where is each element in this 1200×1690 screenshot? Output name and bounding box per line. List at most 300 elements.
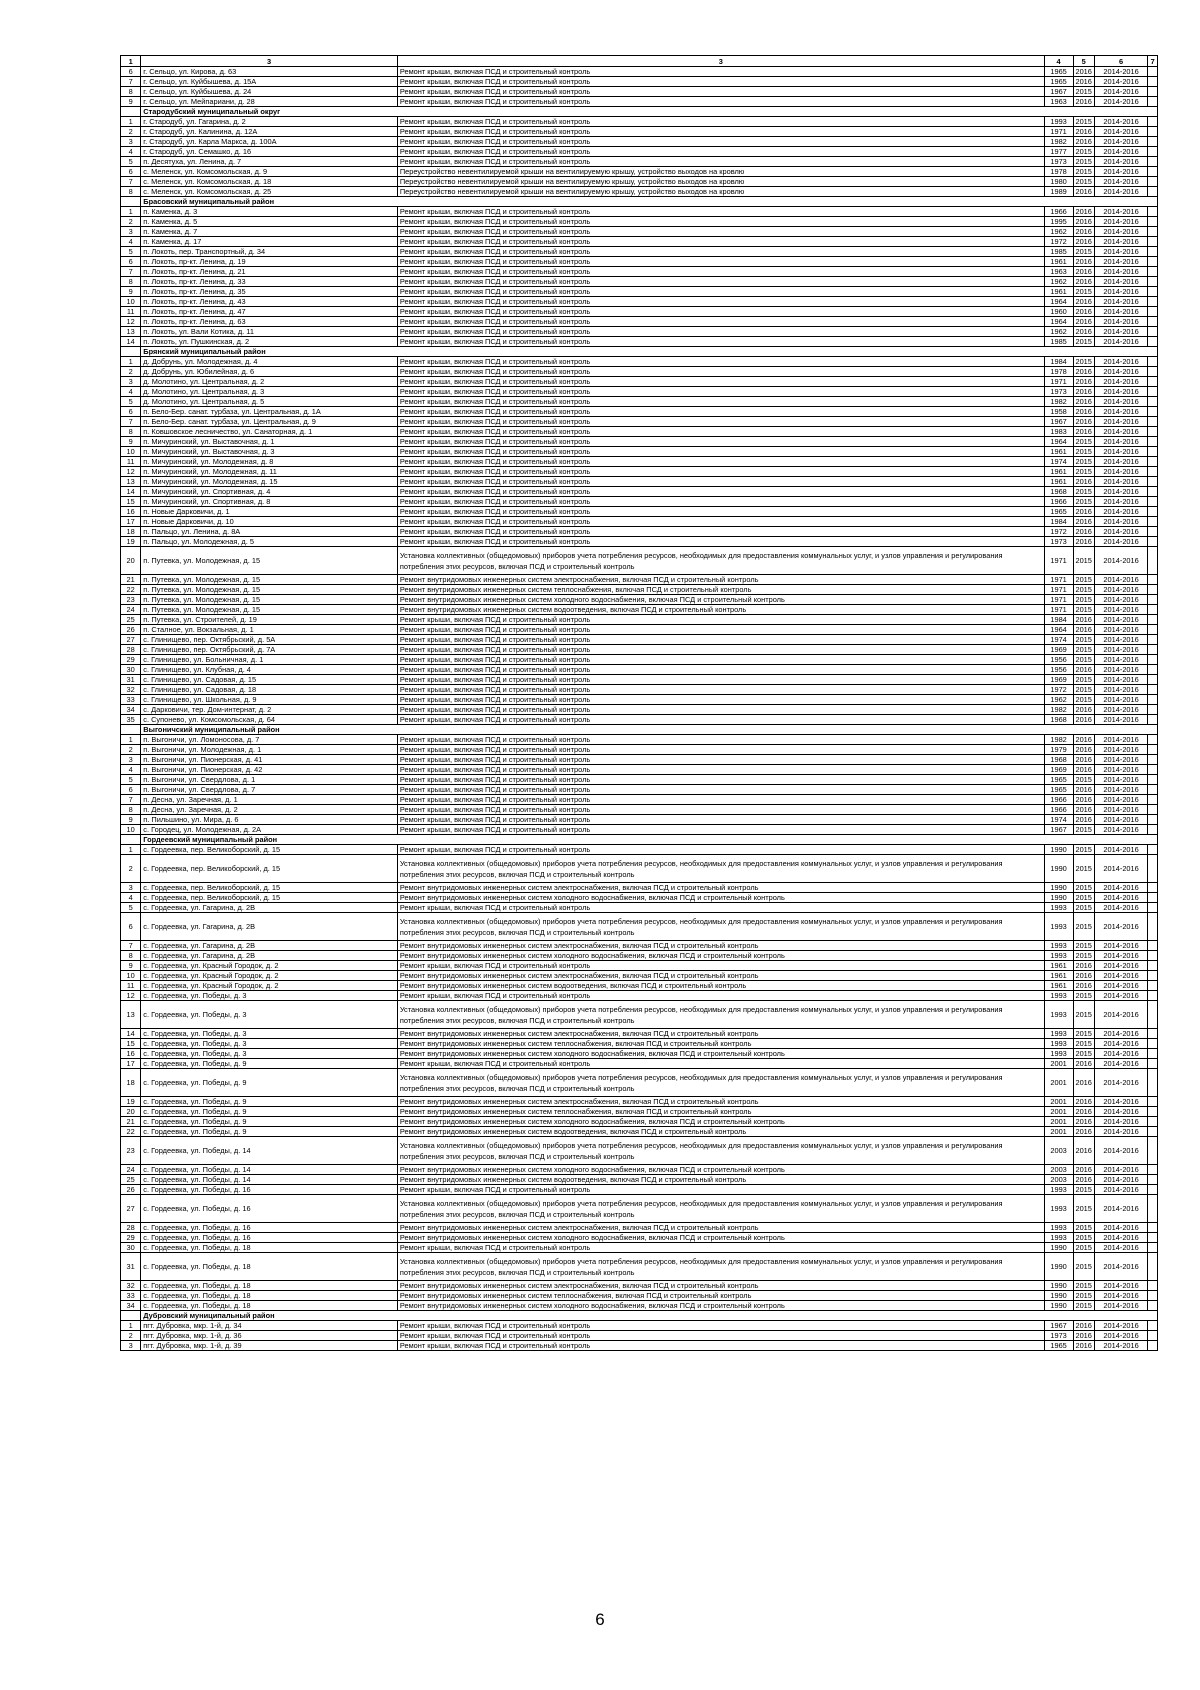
table-row <box>121 457 1158 467</box>
planned-year-cell: 2015 <box>1073 547 1094 575</box>
work-type-cell: Ремонт крыши, включая ПСД и строительный контроль <box>397 447 1044 457</box>
planned-year-cell: 2015 <box>1073 117 1094 127</box>
table-row <box>121 337 1158 347</box>
table-row <box>121 1233 1158 1243</box>
planned-year-cell: 2016 <box>1073 417 1094 427</box>
row-number: 13 <box>121 1001 141 1029</box>
table-row <box>121 893 1158 903</box>
address-cell: с. Гордеевка, ул. Победы, д. 9 <box>141 1059 398 1069</box>
period-cell: 2014-2016 <box>1094 775 1147 785</box>
table-row <box>121 117 1158 127</box>
row-number: 9 <box>121 961 141 971</box>
work-type-cell: Установка коллективных (общедомовых) приборов учета потребления ресурсов, необходимых для предоставления коммунальных услуг, и узлов управления и регулирования потребления этих ресурсов, включая ПСД и строительный контроль <box>397 1137 1044 1165</box>
period-cell: 2014-2016 <box>1094 735 1147 745</box>
row-number: 7 <box>121 795 141 805</box>
table-row <box>121 961 1158 971</box>
row-number: 26 <box>121 1185 141 1195</box>
empty-cell <box>1148 87 1158 97</box>
table-row <box>121 1281 1158 1291</box>
build-year-cell: 1993 <box>1044 1049 1073 1059</box>
planned-year-cell: 2016 <box>1073 407 1094 417</box>
table-row <box>121 317 1158 327</box>
work-type-cell: Ремонт крыши, включая ПСД и строительный контроль <box>397 805 1044 815</box>
planned-year-cell: 2016 <box>1073 507 1094 517</box>
table-row <box>121 1059 1158 1069</box>
header-row <box>121 56 1158 67</box>
period-cell: 2014-2016 <box>1094 705 1147 715</box>
period-cell: 2014-2016 <box>1094 327 1147 337</box>
table-row <box>121 845 1158 855</box>
address-cell: с. Глинищево, ул. Клубная, д. 4 <box>141 665 398 675</box>
period-cell: 2014-2016 <box>1094 1137 1147 1165</box>
row-number: 18 <box>121 1069 141 1097</box>
row-number: 2 <box>121 367 141 377</box>
planned-year-cell: 2016 <box>1073 317 1094 327</box>
work-type-cell: Ремонт крыши, включая ПСД и строительный контроль <box>397 1059 1044 1069</box>
planned-year-cell: 2016 <box>1073 1341 1094 1351</box>
table-row <box>121 615 1158 625</box>
table-row <box>121 805 1158 815</box>
table-row <box>121 1039 1158 1049</box>
period-cell: 2014-2016 <box>1094 507 1147 517</box>
planned-year-cell: 2016 <box>1073 1107 1094 1117</box>
build-year-cell: 1956 <box>1044 655 1073 665</box>
build-year-cell: 1973 <box>1044 537 1073 547</box>
empty-cell <box>1148 765 1158 775</box>
period-cell: 2014-2016 <box>1094 855 1147 883</box>
table-row <box>121 97 1158 107</box>
table-row <box>121 951 1158 961</box>
build-year-cell: 1990 <box>1044 1301 1073 1311</box>
address-cell: п. Выгоничи, ул. Пионерская, д. 41 <box>141 755 398 765</box>
build-year-cell: 1972 <box>1044 237 1073 247</box>
address-cell: с. Гордеевка, пер. Великоборский, д. 15 <box>141 893 398 903</box>
row-number: 7 <box>121 177 141 187</box>
section-spacer <box>121 197 141 207</box>
build-year-cell: 1962 <box>1044 695 1073 705</box>
address-cell: п. Путевка, ул. Молодежная, д. 15 <box>141 585 398 595</box>
row-number: 31 <box>121 1253 141 1281</box>
table-row <box>121 367 1158 377</box>
row-number: 7 <box>121 267 141 277</box>
address-cell: п. Мичуринский, ул. Спортивная, д. 4 <box>141 487 398 497</box>
work-type-cell: Переустройство невентилируемой крыши на вентилируемую крышу, устройство выходов на кровлю <box>397 177 1044 187</box>
address-cell: с. Гордеевка, ул. Победы, д. 18 <box>141 1291 398 1301</box>
planned-year-cell: 2015 <box>1073 1185 1094 1195</box>
work-type-cell: Ремонт внутридомовых инженерных систем холодного водоснабжения, включая ПСД и строительный контроль <box>397 1049 1044 1059</box>
address-cell: с. Глинищево, ул. Садовая, д. 18 <box>141 685 398 695</box>
empty-cell <box>1148 77 1158 87</box>
address-cell: п. Новые Дарковичи, д. 10 <box>141 517 398 527</box>
planned-year-cell: 2016 <box>1073 477 1094 487</box>
period-cell: 2014-2016 <box>1094 77 1147 87</box>
period-cell: 2014-2016 <box>1094 605 1147 615</box>
work-type-cell: Ремонт крыши, включая ПСД и строительный контроль <box>397 337 1044 347</box>
build-year-cell: 2003 <box>1044 1137 1073 1165</box>
period-cell: 2014-2016 <box>1094 267 1147 277</box>
section-row <box>121 107 1158 117</box>
planned-year-cell: 2016 <box>1073 297 1094 307</box>
build-year-cell: 1965 <box>1044 77 1073 87</box>
address-cell: п. Локоть, пр-кт. Ленина, д. 33 <box>141 277 398 287</box>
build-year-cell: 1984 <box>1044 615 1073 625</box>
period-cell: 2014-2016 <box>1094 117 1147 127</box>
row-number: 34 <box>121 705 141 715</box>
work-type-cell: Установка коллективных (общедомовых) приборов учета потребления ресурсов, необходимых для предоставления коммунальных услуг, и узлов управления и регулирования потребления этих ресурсов, включая ПСД и строительный контроль <box>397 913 1044 941</box>
row-number: 33 <box>121 695 141 705</box>
row-number: 17 <box>121 517 141 527</box>
empty-cell <box>1148 715 1158 725</box>
work-type-cell: Ремонт крыши, включая ПСД и строительный контроль <box>397 267 1044 277</box>
build-year-cell: 1961 <box>1044 961 1073 971</box>
build-year-cell: 1956 <box>1044 665 1073 675</box>
period-cell: 2014-2016 <box>1094 1243 1147 1253</box>
planned-year-cell: 2015 <box>1073 457 1094 467</box>
empty-cell <box>1148 1137 1158 1165</box>
header-cell: 4 <box>1044 56 1073 67</box>
period-cell: 2014-2016 <box>1094 387 1147 397</box>
period-cell: 2014-2016 <box>1094 615 1147 625</box>
address-cell: п. Путевка, ул. Молодежная, д. 15 <box>141 595 398 605</box>
table-row <box>121 187 1158 197</box>
build-year-cell: 1990 <box>1044 845 1073 855</box>
work-type-cell: Ремонт внутридомовых инженерных систем холодного водоснабжения, включая ПСД и строительный контроль <box>397 1233 1044 1243</box>
empty-cell <box>1148 961 1158 971</box>
empty-cell <box>1148 367 1158 377</box>
address-cell: п. Пильшино, ул. Мира, д. 6 <box>141 815 398 825</box>
address-cell: п. Путевка, ул. Молодежная, д. 15 <box>141 605 398 615</box>
period-cell: 2014-2016 <box>1094 307 1147 317</box>
table-row <box>121 991 1158 1001</box>
work-type-cell: Ремонт крыши, включая ПСД и строительный контроль <box>397 961 1044 971</box>
work-type-cell: Ремонт крыши, включая ПСД и строительный контроль <box>397 625 1044 635</box>
period-cell: 2014-2016 <box>1094 187 1147 197</box>
build-year-cell: 1966 <box>1044 207 1073 217</box>
empty-cell <box>1148 187 1158 197</box>
build-year-cell: 1993 <box>1044 1195 1073 1223</box>
empty-cell <box>1148 815 1158 825</box>
empty-cell <box>1148 775 1158 785</box>
table-row <box>121 1341 1158 1351</box>
table-row <box>121 1331 1158 1341</box>
row-number: 1 <box>121 117 141 127</box>
work-type-cell: Ремонт крыши, включая ПСД и строительный контроль <box>397 327 1044 337</box>
row-number: 33 <box>121 1291 141 1301</box>
table-row <box>121 1321 1158 1331</box>
build-year-cell: 1961 <box>1044 447 1073 457</box>
work-type-cell: Ремонт крыши, включая ПСД и строительный контроль <box>397 227 1044 237</box>
empty-cell <box>1148 625 1158 635</box>
build-year-cell: 1977 <box>1044 147 1073 157</box>
planned-year-cell: 2015 <box>1073 1049 1094 1059</box>
period-cell: 2014-2016 <box>1094 67 1147 77</box>
row-number: 15 <box>121 1039 141 1049</box>
empty-cell <box>1148 755 1158 765</box>
row-number: 21 <box>121 575 141 585</box>
period-cell: 2014-2016 <box>1094 1107 1147 1117</box>
work-type-cell: Ремонт крыши, включая ПСД и строительный контроль <box>397 427 1044 437</box>
period-cell: 2014-2016 <box>1094 337 1147 347</box>
work-type-cell: Ремонт крыши, включая ПСД и строительный контроль <box>397 467 1044 477</box>
empty-cell <box>1148 487 1158 497</box>
work-type-cell: Ремонт внутридомовых инженерных систем электроснабжения, включая ПСД и строительный контроль <box>397 883 1044 893</box>
empty-cell <box>1148 337 1158 347</box>
build-year-cell: 1971 <box>1044 127 1073 137</box>
empty-cell <box>1148 1253 1158 1281</box>
empty-cell <box>1148 1029 1158 1039</box>
row-number: 7 <box>121 417 141 427</box>
row-number: 3 <box>121 137 141 147</box>
address-cell: п. Десна, ул. Заречная, д. 2 <box>141 805 398 815</box>
work-type-cell: Ремонт крыши, включая ПСД и строительный контроль <box>397 845 1044 855</box>
address-cell: г. Сельцо, ул. Куйбышева, д. 24 <box>141 87 398 97</box>
row-number: 1 <box>121 735 141 745</box>
period-cell: 2014-2016 <box>1094 1195 1147 1223</box>
section-spacer <box>121 1311 141 1321</box>
address-cell: п. Бело-Бер. санат. турбаза, ул. Центральная, д. 1А <box>141 407 398 417</box>
address-cell: п. Выгоничи, ул. Свердлова, д. 1 <box>141 775 398 785</box>
build-year-cell: 1974 <box>1044 635 1073 645</box>
address-cell: д. Добрунь, ул. Юбилейная, д. 6 <box>141 367 398 377</box>
empty-cell <box>1148 1233 1158 1243</box>
row-number: 30 <box>121 665 141 675</box>
work-type-cell: Ремонт внутридомовых инженерных систем электроснабжения, включая ПСД и строительный контроль <box>397 1223 1044 1233</box>
build-year-cell: 1971 <box>1044 575 1073 585</box>
period-cell: 2014-2016 <box>1094 941 1147 951</box>
period-cell: 2014-2016 <box>1094 427 1147 437</box>
address-cell: с. Гордеевка, ул. Победы, д. 14 <box>141 1137 398 1165</box>
build-year-cell: 1964 <box>1044 625 1073 635</box>
row-number: 5 <box>121 397 141 407</box>
planned-year-cell: 2015 <box>1073 635 1094 645</box>
build-year-cell: 1964 <box>1044 317 1073 327</box>
build-year-cell: 1969 <box>1044 765 1073 775</box>
address-cell: п. Локоть, ул. Вали Котика, д. 11 <box>141 327 398 337</box>
planned-year-cell: 2016 <box>1073 981 1094 991</box>
empty-cell <box>1148 137 1158 147</box>
period-cell: 2014-2016 <box>1094 1059 1147 1069</box>
period-cell: 2014-2016 <box>1094 1281 1147 1291</box>
period-cell: 2014-2016 <box>1094 1321 1147 1331</box>
work-type-cell: Ремонт крыши, включая ПСД и строительный контроль <box>397 77 1044 87</box>
build-year-cell: 1984 <box>1044 517 1073 527</box>
row-number: 9 <box>121 97 141 107</box>
empty-cell <box>1148 287 1158 297</box>
address-cell: п. Ковшовское лесничество, ул. Санаторная, д. 1 <box>141 427 398 437</box>
address-cell: п. Путевка, ул. Молодежная, д. 15 <box>141 575 398 585</box>
period-cell: 2014-2016 <box>1094 207 1147 217</box>
empty-cell <box>1148 277 1158 287</box>
row-number: 31 <box>121 675 141 685</box>
work-type-cell: Ремонт крыши, включая ПСД и строительный контроль <box>397 157 1044 167</box>
empty-cell <box>1148 527 1158 537</box>
empty-cell <box>1148 1117 1158 1127</box>
row-number: 15 <box>121 497 141 507</box>
build-year-cell: 1969 <box>1044 675 1073 685</box>
row-number: 22 <box>121 585 141 595</box>
empty-cell <box>1148 1301 1158 1311</box>
table-row <box>121 147 1158 157</box>
planned-year-cell: 2016 <box>1073 277 1094 287</box>
planned-year-cell: 2016 <box>1073 397 1094 407</box>
address-cell: с. Гордеевка, ул. Гагарина, д. 2В <box>141 951 398 961</box>
planned-year-cell: 2016 <box>1073 367 1094 377</box>
work-type-cell: Ремонт внутридомовых инженерных систем водоотведения, включая ПСД и строительный контроль <box>397 605 1044 615</box>
planned-year-cell: 2015 <box>1073 1301 1094 1311</box>
row-number: 7 <box>121 941 141 951</box>
build-year-cell: 1968 <box>1044 715 1073 725</box>
address-cell: п. Локоть, пр-кт. Ленина, д. 63 <box>141 317 398 327</box>
period-cell: 2014-2016 <box>1094 695 1147 705</box>
work-type-cell: Ремонт внутридомовых инженерных систем водоотведения, включая ПСД и строительный контроль <box>397 981 1044 991</box>
planned-year-cell: 2016 <box>1073 267 1094 277</box>
section-spacer <box>121 347 141 357</box>
table-row <box>121 1253 1158 1281</box>
table-row <box>121 407 1158 417</box>
work-type-cell: Установка коллективных (общедомовых) приборов учета потребления ресурсов, необходимых для предоставления коммунальных услуг, и узлов управления и регулирования потребления этих ресурсов, включая ПСД и строительный контроль <box>397 547 1044 575</box>
row-number: 30 <box>121 1243 141 1253</box>
work-type-cell: Ремонт внутридомовых инженерных систем холодного водоснабжения, включая ПСД и строительный контроль <box>397 1301 1044 1311</box>
planned-year-cell: 2016 <box>1073 327 1094 337</box>
planned-year-cell: 2016 <box>1073 1137 1094 1165</box>
work-type-cell: Ремонт крыши, включая ПСД и строительный контроль <box>397 903 1044 913</box>
empty-cell <box>1148 1107 1158 1117</box>
table-row <box>121 357 1158 367</box>
work-type-cell: Ремонт крыши, включая ПСД и строительный контроль <box>397 87 1044 97</box>
planned-year-cell: 2015 <box>1073 1029 1094 1039</box>
work-type-cell: Ремонт внутридомовых инженерных систем холодного водоснабжения, включая ПСД и строительный контроль <box>397 1165 1044 1175</box>
row-number: 14 <box>121 487 141 497</box>
address-cell: пгт. Дубровка, мкр. 1-й, д. 34 <box>141 1321 398 1331</box>
work-type-cell: Ремонт крыши, включая ПСД и строительный контроль <box>397 745 1044 755</box>
empty-cell <box>1148 971 1158 981</box>
row-number: 32 <box>121 1281 141 1291</box>
table-row <box>121 207 1158 217</box>
section-row <box>121 835 1158 845</box>
row-number: 12 <box>121 467 141 477</box>
build-year-cell: 1985 <box>1044 247 1073 257</box>
empty-cell <box>1148 805 1158 815</box>
address-cell: п. Каменка, д. 3 <box>141 207 398 217</box>
planned-year-cell: 2016 <box>1073 665 1094 675</box>
empty-cell <box>1148 893 1158 903</box>
build-year-cell: 1979 <box>1044 745 1073 755</box>
work-type-cell: Ремонт крыши, включая ПСД и строительный контроль <box>397 247 1044 257</box>
period-cell: 2014-2016 <box>1094 585 1147 595</box>
period-cell: 2014-2016 <box>1094 1127 1147 1137</box>
work-type-cell: Ремонт внутридомовых инженерных систем электроснабжения, включая ПСД и строительный контроль <box>397 1281 1044 1291</box>
row-number: 7 <box>121 77 141 87</box>
period-cell: 2014-2016 <box>1094 1175 1147 1185</box>
work-type-cell: Ремонт крыши, включая ПСД и строительный контроль <box>397 517 1044 527</box>
row-number: 17 <box>121 1059 141 1069</box>
address-cell: с. Меленск, ул. Комсомольская, д. 18 <box>141 177 398 187</box>
planned-year-cell: 2015 <box>1073 497 1094 507</box>
empty-cell <box>1148 297 1158 307</box>
table-row <box>121 247 1158 257</box>
empty-cell <box>1148 1069 1158 1097</box>
build-year-cell: 1973 <box>1044 387 1073 397</box>
build-year-cell: 2001 <box>1044 1117 1073 1127</box>
planned-year-cell: 2016 <box>1073 307 1094 317</box>
empty-cell <box>1148 317 1158 327</box>
planned-year-cell: 2016 <box>1073 625 1094 635</box>
build-year-cell: 1966 <box>1044 805 1073 815</box>
address-cell: г. Сельцо, ул. Куйбышева, д. 15А <box>141 77 398 87</box>
work-type-cell: Ремонт крыши, включая ПСД и строительный контроль <box>397 665 1044 675</box>
period-cell: 2014-2016 <box>1094 477 1147 487</box>
table-row <box>121 655 1158 665</box>
row-number: 8 <box>121 805 141 815</box>
address-cell: п. Новые Дарковичи, д. 1 <box>141 507 398 517</box>
work-type-cell: Установка коллективных (общедомовых) приборов учета потребления ресурсов, необходимых для предоставления коммунальных услуг, и узлов управления и регулирования потребления этих ресурсов, включая ПСД и строительный контроль <box>397 1001 1044 1029</box>
work-type-cell: Ремонт крыши, включая ПСД и строительный контроль <box>397 537 1044 547</box>
build-year-cell: 1958 <box>1044 407 1073 417</box>
work-type-cell: Ремонт крыши, включая ПСД и строительный контроль <box>397 755 1044 765</box>
work-type-cell: Ремонт крыши, включая ПСД и строительный контроль <box>397 127 1044 137</box>
table-row <box>121 1001 1158 1029</box>
table-row <box>121 237 1158 247</box>
row-number: 16 <box>121 1049 141 1059</box>
table-row <box>121 177 1158 187</box>
planned-year-cell: 2015 <box>1073 167 1094 177</box>
build-year-cell: 2003 <box>1044 1175 1073 1185</box>
table-row <box>121 1069 1158 1097</box>
section-title: Дубровский муниципальный район <box>141 1311 1158 1321</box>
address-cell: п. Выгоничи, ул. Свердлова, д. 7 <box>141 785 398 795</box>
period-cell: 2014-2016 <box>1094 971 1147 981</box>
table-row <box>121 537 1158 547</box>
build-year-cell: 1995 <box>1044 217 1073 227</box>
row-number: 35 <box>121 715 141 725</box>
address-cell: с. Глинищево, ул. Садовая, д. 15 <box>141 675 398 685</box>
empty-cell <box>1148 497 1158 507</box>
period-cell: 2014-2016 <box>1094 127 1147 137</box>
address-cell: п. Пальцо, ул. Ленина, д. 8А <box>141 527 398 537</box>
build-year-cell: 1993 <box>1044 117 1073 127</box>
address-cell: пгт. Дубровка, мкр. 1-й, д. 36 <box>141 1331 398 1341</box>
empty-cell <box>1148 1243 1158 1253</box>
table-row <box>121 1291 1158 1301</box>
planned-year-cell: 2016 <box>1073 785 1094 795</box>
work-type-cell: Ремонт крыши, включая ПСД и строительный контроль <box>397 207 1044 217</box>
address-cell: д. Молотино, ул. Центральная, д. 5 <box>141 397 398 407</box>
address-cell: с. Гордеевка, ул. Красный Городок, д. 2 <box>141 981 398 991</box>
table-row <box>121 507 1158 517</box>
table-row <box>121 1185 1158 1195</box>
planned-year-cell: 2015 <box>1073 287 1094 297</box>
planned-year-cell: 2016 <box>1073 257 1094 267</box>
period-cell: 2014-2016 <box>1094 795 1147 805</box>
empty-cell <box>1148 1127 1158 1137</box>
work-type-cell: Ремонт внутридомовых инженерных систем холодного водоснабжения, включая ПСД и строительный контроль <box>397 951 1044 961</box>
row-number: 9 <box>121 287 141 297</box>
table-row <box>121 447 1158 457</box>
work-type-cell: Ремонт крыши, включая ПСД и строительный контроль <box>397 1331 1044 1341</box>
period-cell: 2014-2016 <box>1094 527 1147 537</box>
empty-cell <box>1148 745 1158 755</box>
work-type-cell: Ремонт крыши, включая ПСД и строительный контроль <box>397 1185 1044 1195</box>
build-year-cell: 2001 <box>1044 1097 1073 1107</box>
planned-year-cell: 2015 <box>1073 941 1094 951</box>
row-number: 1 <box>121 1321 141 1331</box>
empty-cell <box>1148 377 1158 387</box>
period-cell: 2014-2016 <box>1094 487 1147 497</box>
period-cell: 2014-2016 <box>1094 845 1147 855</box>
empty-cell <box>1148 507 1158 517</box>
work-type-cell: Ремонт крыши, включая ПСД и строительный контроль <box>397 765 1044 775</box>
empty-cell <box>1148 675 1158 685</box>
